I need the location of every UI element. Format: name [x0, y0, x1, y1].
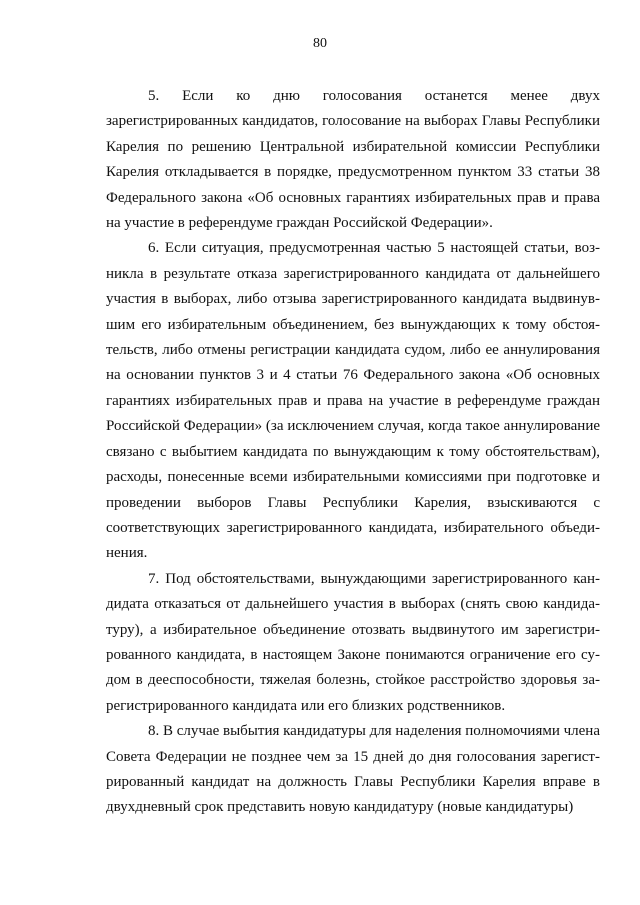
paragraph-8: 8. В случае выбытия кандидатуры для наделения полномочиями члена Совета Федерации не позднее чем за 15 дней до дня голосования зарегистрированный кандидат на должность Главы Республики Карелия вправе в двухдневный срок представить новую кандидатуру (новые кандидатуры) — [106, 723, 600, 816]
document-body — [106, 84, 600, 821]
page-number: 80 — [313, 36, 327, 51]
paragraph-5: 5. Если ко дню голосования останется менее двух зарегистрированных кандидатов, голосование на выборах Главы Республики Карелия по решению Центральной избирательной комиссии Республики Карелия откладывается в порядке, предусмотренном пунктом 33 статьи 38 Федерального закона «Об основных гарантиях избирательных прав и права на участие в референдуме граждан Российской Федерации». — [106, 88, 600, 232]
paragraph-7: 7. Под обстоятельствами, вынуждающими зарегистрированного кандидата отказаться от дальнейшего участия в выборах (снять свою кандидатуру), а избирательное объединение отозвать выдвинутого им зарегистрированного кандидата, в настоящем Законе понимаются ограничение его судом в дееспособности, тяжелая болезнь, стойкое расстройство здоровья зарегистрированного кандидата или его близких родственников. — [106, 570, 600, 714]
paragraph-6: 6. Если ситуация, предусмотренная частью 5 настоящей статьи, возникла в результате отказа зарегистрированного кандидата от дальнейшего участия в выборах, либо отзыва зарегистрированного кандидата выдвинувшим его избирательным объединением, без вынуждающих к тому обстоятельств, либо отмены регистрации кандидата судом, либо ее аннулирования на основании пунктов 3 и 4 статьи 76 Федерального закона «Об основных гарантиях избирательных прав и права на участие в референдуме граждан Российской Федерации» (за исключением случая, когда такое аннулирование связано с выбытием кандидата по вынуждающим к тому обстоятельствам), расходы, понесенные всеми избирательными комиссиями при подготовке и проведении выборов Главы Республики Карелия, взыскиваются с соответствующих зарегистрированного кандидата, избирательного объединения. — [106, 240, 600, 562]
